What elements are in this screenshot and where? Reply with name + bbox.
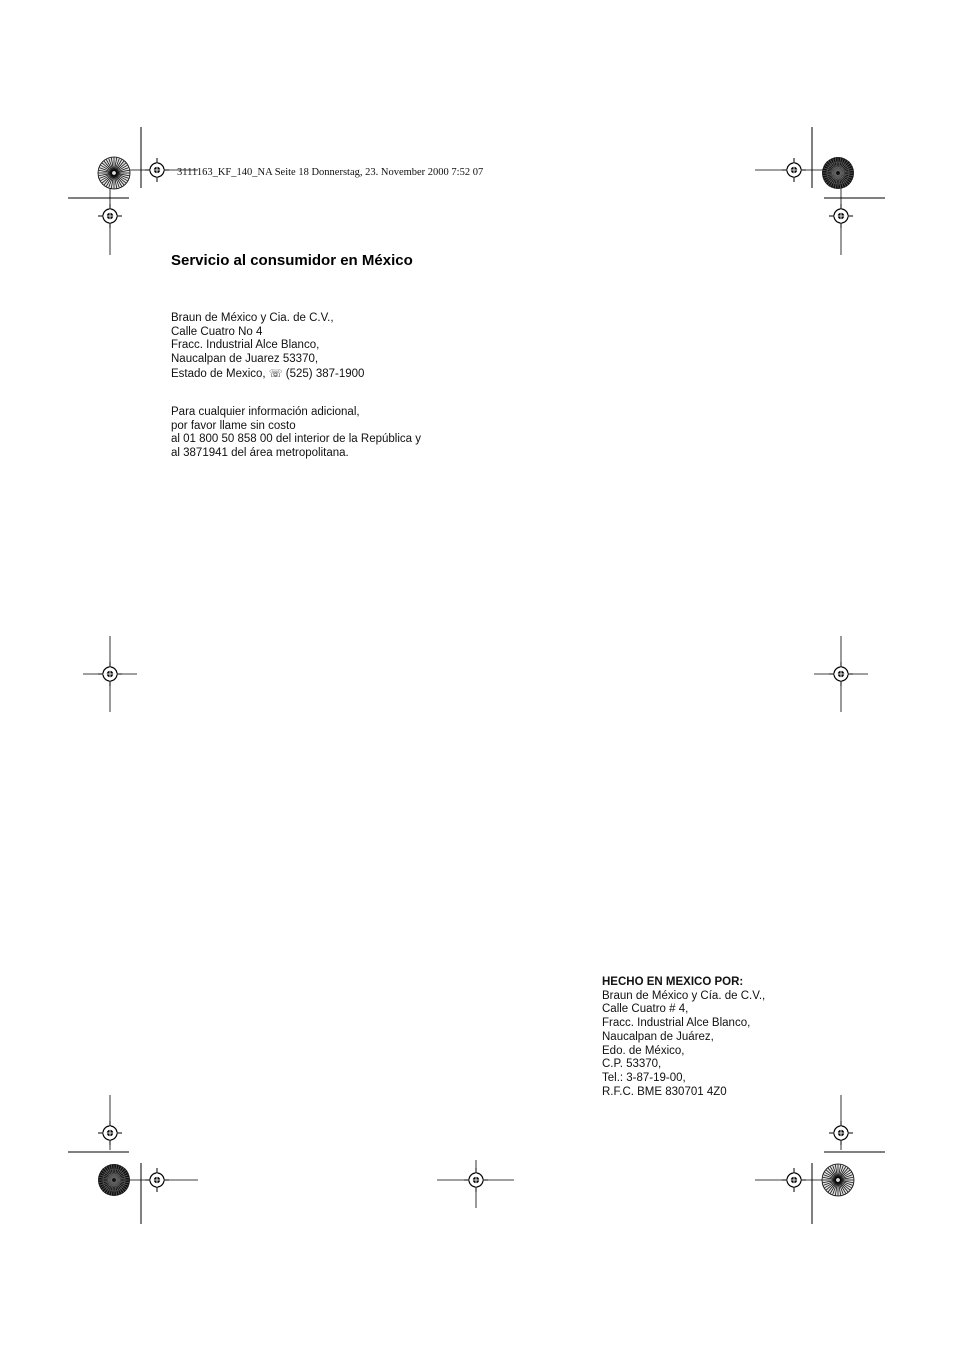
address-line: Fracc. Industrial Alce Blanco,: [171, 339, 320, 352]
manufacturer-line: R.F.C. BME 830701 4Z0: [602, 1085, 727, 1098]
manufacturer-line: Naucalpan de Juárez,: [602, 1030, 714, 1043]
manufacturer-line: C.P. 53370,: [602, 1058, 662, 1071]
info-line: al 01 800 50 858 00 del interior de la República y: [171, 433, 421, 446]
manufacturer-line: Fracc. Industrial Alce Blanco,: [602, 1017, 751, 1030]
phone-number: (525) 387-1900: [285, 367, 365, 380]
info-line: por favor llame sin costo: [171, 419, 296, 432]
address-line: Calle Cuatro No 4: [171, 325, 263, 338]
telephone-icon: ☏: [268, 366, 283, 380]
info-line: Para cualquier información adicional,: [171, 406, 360, 418]
manufacturer-line: Edo. de México,: [602, 1044, 685, 1057]
address-phone-line: [171, 367, 364, 382]
address-state: Estado de Mexico,: [171, 367, 266, 380]
address-line: Naucalpan de Juarez 53370,: [171, 353, 319, 366]
address-line: Braun de México y Cia. de C.V.,: [171, 312, 334, 324]
page-title: Servicio al consumidor en México: [171, 252, 413, 269]
consumer-service-address: [171, 312, 364, 382]
manufacturer-heading: HECHO EN MEXICO POR:: [602, 976, 744, 988]
manufacturer-line: Tel.: 3-87-19-00,: [602, 1071, 686, 1084]
manufacturer-block: [602, 976, 765, 1099]
manufacturer-line: Calle Cuatro # 4,: [602, 1003, 689, 1016]
additional-info-paragraph: [171, 406, 421, 461]
manufacturer-line: Braun de México y Cía. de C.V.,: [602, 989, 766, 1002]
info-line: al 3871941 del área metropolitana.: [171, 447, 349, 460]
print-slug-line: 3111163_KF_140_NA Seite 18 Donnerstag, 23. November 2000 7:52 07: [177, 167, 484, 178]
